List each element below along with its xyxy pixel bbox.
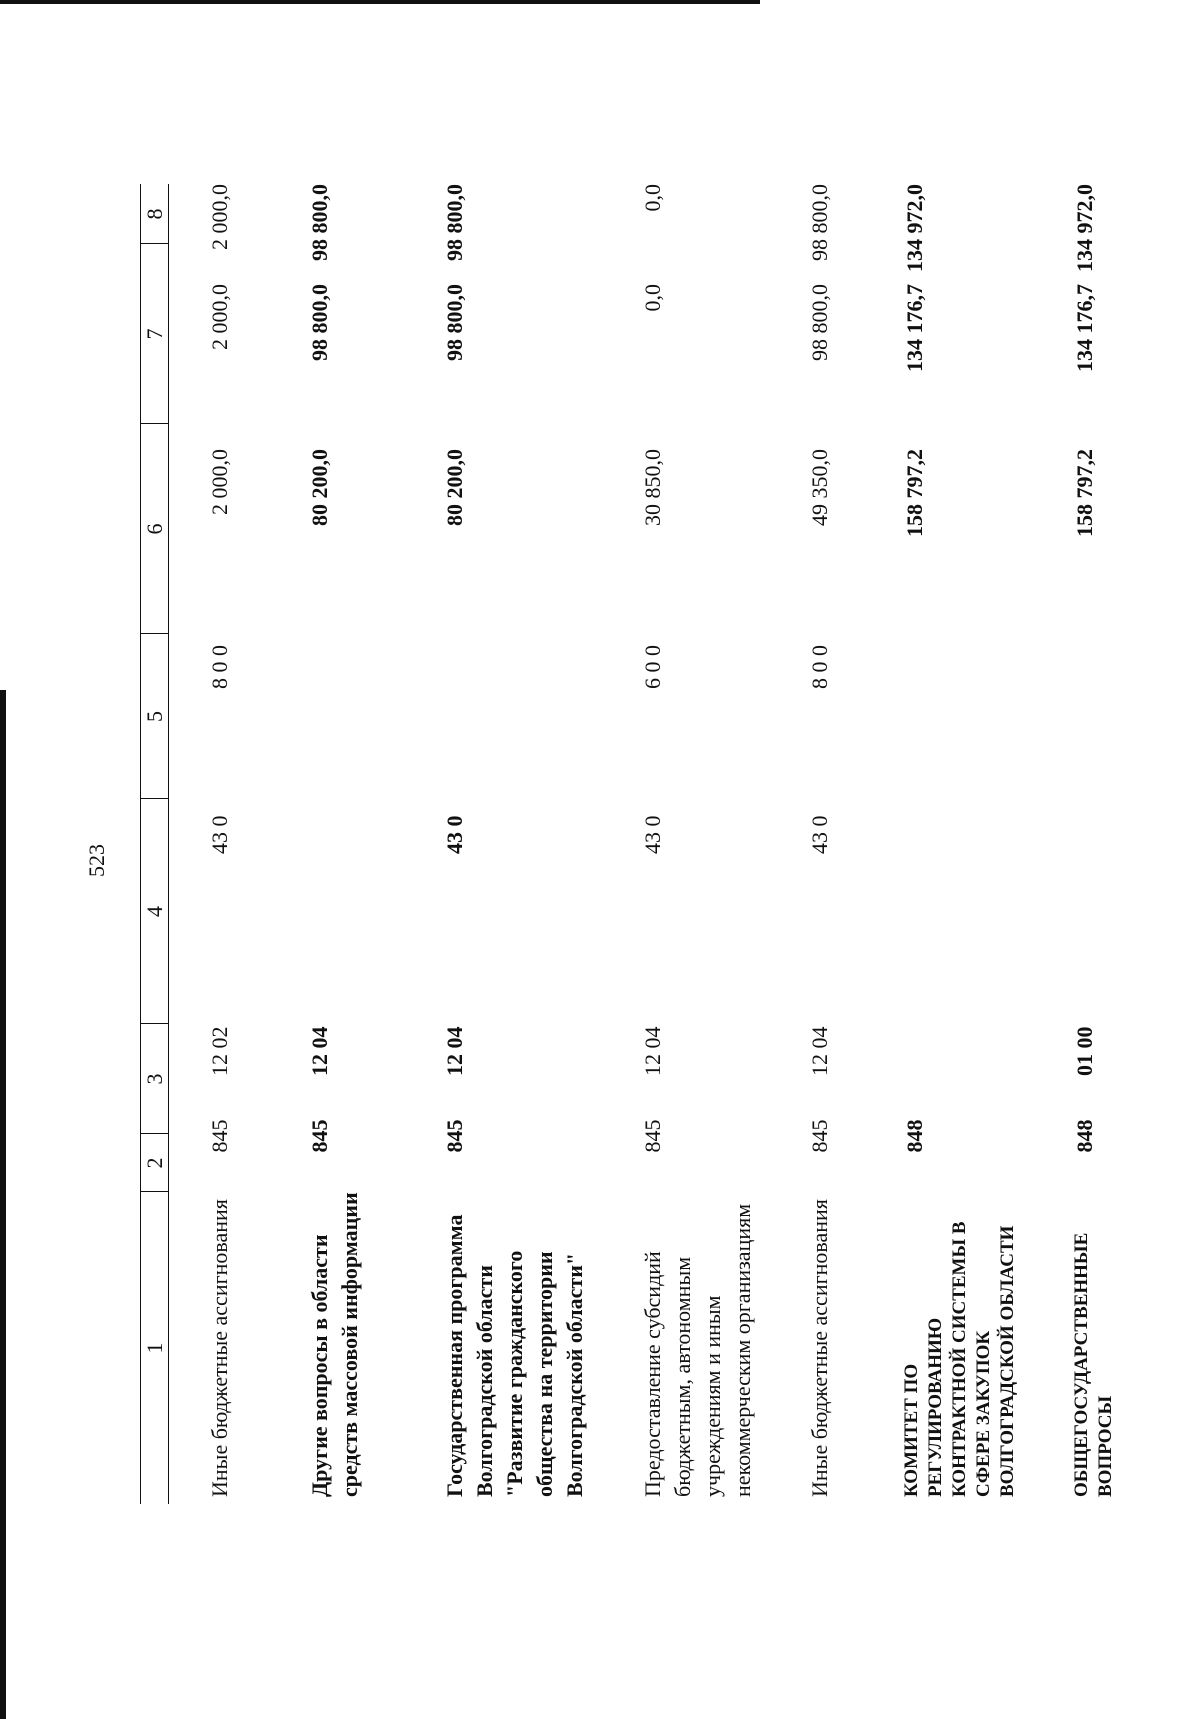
column-header: 6 bbox=[142, 523, 167, 535]
cell-col7: 98 800,0 bbox=[442, 284, 467, 361]
cell-col8: 98 800,0 bbox=[442, 184, 467, 261]
column-header: 2 bbox=[142, 1157, 167, 1169]
cell-col6: 80 200,0 bbox=[307, 449, 332, 526]
cell-col3: 12 04 bbox=[442, 1026, 467, 1076]
cell-col7: 98 800,0 bbox=[307, 284, 332, 361]
cell-col8: 98 800,0 bbox=[807, 184, 832, 261]
cell-col7: 98 800,0 bbox=[807, 284, 832, 361]
cell-col4: 43 0 bbox=[807, 815, 832, 854]
cell-col2: 845 bbox=[207, 1119, 232, 1153]
cell-col2: 848 bbox=[902, 1119, 927, 1153]
cell-col3: 01 00 bbox=[1072, 1026, 1097, 1076]
row-name: Предоставление субсидий бюджетным, автономным учреждениям и иным некоммерческим организациям bbox=[640, 1203, 755, 1497]
cell-col8: 134 972,0 bbox=[902, 184, 927, 272]
cell-col7: 134 176,7 bbox=[1072, 284, 1097, 372]
cell-col3: 12 04 bbox=[640, 1026, 665, 1076]
column-header: 4 bbox=[142, 906, 167, 917]
cell-col2: 848 bbox=[1072, 1119, 1097, 1153]
table-header-border bbox=[168, 184, 169, 1504]
column-header: 1 bbox=[142, 1342, 167, 1354]
cell-col8: 134 972,0 bbox=[1072, 184, 1097, 272]
cell-col3: 12 02 bbox=[207, 1026, 232, 1076]
table-top-border bbox=[140, 184, 141, 1504]
cell-col4: 43 0 bbox=[442, 815, 467, 854]
cell-col2: 845 bbox=[640, 1119, 665, 1153]
row-name: КОМИТЕТ ПО РЕГУЛИРОВАНИЮ КОНТРАКТНОЙ СИСТЕМЫ В СФЕРЕ ЗАКУПОК ВОЛГОГРАДСКОЙ ОБЛАСТИ bbox=[901, 1221, 1018, 1497]
page-number: 523 bbox=[84, 844, 109, 877]
cell-col4: 43 0 bbox=[640, 815, 665, 854]
row-name: Другие вопросы в области средств массовой информации bbox=[307, 1192, 362, 1497]
cell-col5: 8 0 0 bbox=[807, 645, 832, 689]
cell-col5: 6 0 0 bbox=[640, 645, 665, 689]
column-header: 3 bbox=[142, 1073, 167, 1085]
cell-col7: 134 176,7 bbox=[902, 284, 927, 372]
cell-col5: 8 0 0 bbox=[207, 645, 232, 689]
column-header: 5 bbox=[142, 711, 167, 722]
cell-col7: 0,0 bbox=[640, 284, 665, 312]
cell-col6: 2 000,0 bbox=[207, 449, 232, 515]
cell-col2: 845 bbox=[307, 1119, 332, 1153]
row-name: Иные бюджетные ассигнования bbox=[807, 1199, 832, 1497]
cell-col6: 158 797,2 bbox=[902, 449, 927, 537]
row-name: Государственная программа Волгоградской области "Развитие гражданского общества на территории Волгоградской области" bbox=[442, 1214, 587, 1497]
cell-col8: 0,0 bbox=[640, 184, 665, 212]
cell-col2: 845 bbox=[442, 1119, 467, 1153]
cell-col8: 98 800,0 bbox=[307, 184, 332, 261]
cell-col6: 49 350,0 bbox=[807, 449, 832, 526]
row-name: Иные бюджетные ассигнования bbox=[207, 1199, 232, 1497]
cell-col3: 12 04 bbox=[307, 1026, 332, 1076]
column-header: 8 bbox=[142, 208, 167, 220]
cell-col3: 12 04 bbox=[807, 1026, 832, 1076]
row-name: ОБЩЕГОСУДАРСТВЕННЫЕ ВОПРОСЫ bbox=[1071, 1232, 1116, 1497]
cell-col6: 158 797,2 bbox=[1072, 449, 1097, 537]
cell-col6: 80 200,0 bbox=[442, 449, 467, 526]
cell-col2: 845 bbox=[807, 1119, 832, 1153]
column-header: 7 bbox=[142, 328, 167, 340]
cell-col8: 2 000,0 bbox=[207, 184, 232, 250]
cell-col7: 2 000,0 bbox=[207, 284, 232, 350]
cell-col6: 30 850,0 bbox=[640, 449, 665, 526]
cell-col4: 43 0 bbox=[207, 815, 232, 854]
